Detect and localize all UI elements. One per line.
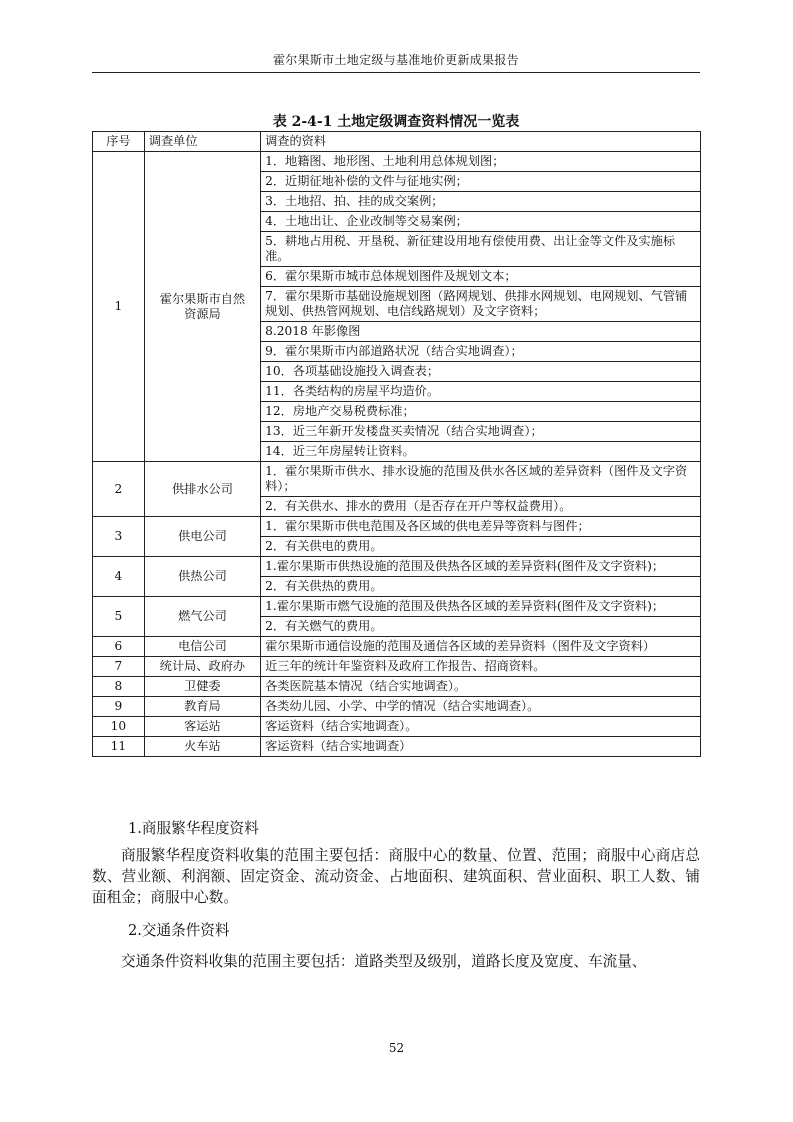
table-row [93, 462, 701, 497]
column-header-no: 序号 [93, 132, 145, 152]
table-row [93, 697, 701, 717]
page-number: 52 [388, 1041, 405, 1055]
survey-unit-cell: 客运站 [144, 717, 260, 737]
survey-material-cell: 2．有关供电的费用。 [261, 537, 701, 557]
survey-material-cell: 1．霍尔果斯市供水、排水设施的范围及供水各区域的差异资料（图件及文字资料）； [261, 462, 701, 497]
table-row [93, 637, 701, 657]
survey-material-cell: 各类医院基本情况（结合实地调查）。 [261, 677, 701, 697]
survey-material-cell: 8.2018 年影像图 [261, 322, 701, 342]
table-row [93, 737, 701, 757]
survey-material-cell: 1.霍尔果斯市燃气设施的范围及供热各区域的差异资料(图件及文字资料)； [261, 597, 701, 617]
survey-material-cell: 14．近三年房屋转让资料。 [261, 442, 701, 462]
column-header-materials: 调查的资料 [261, 132, 701, 152]
heading-commerce: 1.商服繁华程度资料 [128, 820, 259, 837]
survey-material-cell: 11．各类结构的房屋平均造价。 [261, 382, 701, 402]
row-number-cell: 2 [93, 462, 145, 517]
survey-unit-cell: 教育局 [144, 697, 260, 717]
survey-material-cell: 各类幼儿园、小学、中学的情况（结合实地调查）。 [261, 697, 701, 717]
table-row [93, 152, 701, 172]
survey-material-cell: 4．土地出让、企业改制等交易案例； [261, 212, 701, 232]
survey-material-cell: 近三年的统计年鉴资料及政府工作报告、招商资料。 [261, 657, 701, 677]
survey-unit-cell: 供电公司 [144, 517, 260, 557]
table-header-row [93, 132, 701, 152]
row-number-cell: 8 [93, 677, 145, 697]
survey-material-cell: 12．房地产交易税费标准； [261, 402, 701, 422]
paragraph-commerce: 商服繁华程度资料收集的范围主要包括：商服中心的数量、位置、范围；商服中心商店总数、营业额、利润额、固定资金、流动资金、占地面积、建筑面积、营业面积、职工人数、铺面租金；商服中心数。 [92, 847, 700, 906]
survey-material-cell: 13．近三年新开发楼盘买卖情况（结合实地调查）； [261, 422, 701, 442]
survey-material-cell: 2．有关供水、排水的费用（是否存在开户等权益费用）。 [261, 497, 701, 517]
table-caption: 表 2-4-1 土地定级调查资料情况一览表 [272, 114, 520, 130]
survey-material-cell: 5．耕地占用税、开垦税、新征建设用地有偿使用费、出让金等文件及实施标准。 [261, 232, 701, 267]
section-commerce [92, 818, 700, 972]
table-row [93, 597, 701, 617]
row-number-cell: 11 [93, 737, 145, 757]
column-header-unit: 调查单位 [144, 132, 260, 152]
survey-material-cell: 9．霍尔果斯市内部道路状况（结合实地调查）； [261, 342, 701, 362]
heading-transport: 2.交通条件资料 [128, 922, 230, 939]
survey-material-cell: 客运资料（结合实地调查） [261, 737, 701, 757]
paragraph-transport: 交通条件资料收集的范围主要包括：道路类型及级别，道路长度及宽度、车流量、 [121, 953, 647, 970]
row-number-cell: 3 [93, 517, 145, 557]
survey-materials-table [92, 131, 701, 757]
survey-material-cell: 1．地籍图、地形图、土地利用总体规划图； [261, 152, 701, 172]
survey-unit-cell: 燃气公司 [144, 597, 260, 637]
survey-material-cell: 2．近期征地补偿的文件与征地实例； [261, 172, 701, 192]
row-number-cell: 10 [93, 717, 145, 737]
survey-unit-cell: 统计局、政府办 [144, 657, 260, 677]
survey-unit-cell: 电信公司 [144, 637, 260, 657]
row-number-cell: 4 [93, 557, 145, 597]
row-number-cell: 5 [93, 597, 145, 637]
row-number-cell: 7 [93, 657, 145, 677]
running-header: 霍尔果斯市土地定级与基准地价更新成果报告 [272, 53, 519, 67]
survey-unit-cell: 霍尔果斯市自然资源局 [144, 152, 260, 462]
survey-material-cell: 1.霍尔果斯市供热设施的范围及供热各区域的差异资料(图件及文字资料)； [261, 557, 701, 577]
row-number-cell: 1 [93, 152, 145, 462]
survey-material-cell: 3．土地招、拍、挂的成交案例； [261, 192, 701, 212]
header-rule [92, 72, 700, 73]
table-row [93, 557, 701, 577]
survey-unit-cell: 火车站 [144, 737, 260, 757]
survey-unit-cell: 供排水公司 [144, 462, 260, 517]
survey-material-cell: 10．各项基础设施投入调查表； [261, 362, 701, 382]
table-row [93, 517, 701, 537]
table-row [93, 657, 701, 677]
survey-unit-cell: 卫健委 [144, 677, 260, 697]
survey-material-cell: 1．霍尔果斯市供电范围及各区域的供电差异等资料与图件； [261, 517, 701, 537]
survey-unit-cell: 供热公司 [144, 557, 260, 597]
table-row [93, 677, 701, 697]
row-number-cell: 9 [93, 697, 145, 717]
survey-material-cell: 6．霍尔果斯市城市总体规划图件及规划文本； [261, 267, 701, 287]
survey-material-cell: 2．有关供热的费用。 [261, 577, 701, 597]
row-number-cell: 6 [93, 637, 145, 657]
survey-material-cell: 客运资料（结合实地调查）。 [261, 717, 701, 737]
table-row [93, 717, 701, 737]
survey-material-cell: 2．有关燃气的费用。 [261, 617, 701, 637]
survey-material-cell: 7．霍尔果斯市基础设施规划图（路网规划、供排水网规划、电网规划、气管铺规划、供热管网规划、电信线路规划）及文字资料； [261, 287, 701, 322]
survey-material-cell: 霍尔果斯市通信设施的范围及通信各区域的差异资料（图件及文字资料） [261, 637, 701, 657]
